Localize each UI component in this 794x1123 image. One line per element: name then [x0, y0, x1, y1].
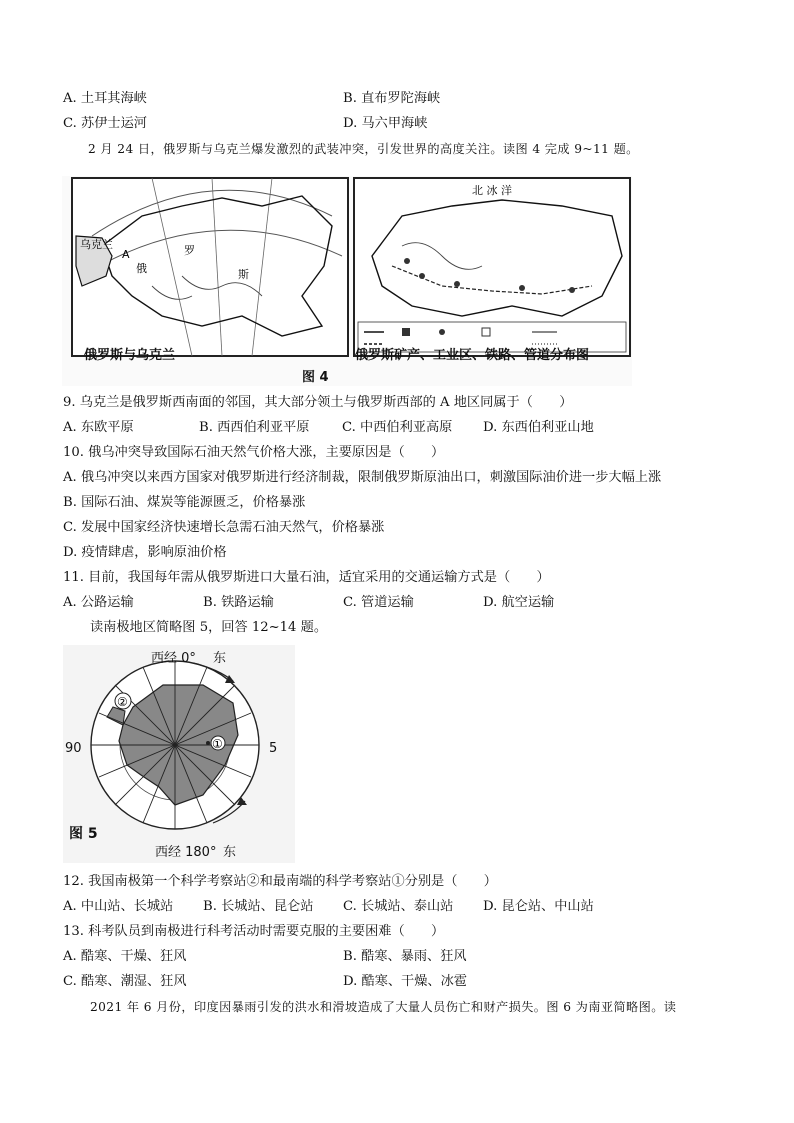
q8-option-a: A. 土耳其海峡 [63, 91, 147, 106]
q11-option-b: B. 铁路运输 [203, 595, 274, 610]
q12-option-d: D. 昆仑站、中山站 [483, 899, 594, 914]
q10-option-d: D. 疫情肆虐，影响原油价格 [63, 545, 227, 560]
q9-option-a: A. 东欧平原 [63, 420, 134, 435]
label-e: 俄 [136, 262, 147, 275]
q8-option-c: C. 苏伊士运河 [63, 116, 147, 131]
q13-option-c: C. 酷寒、潮湿、狂风 [63, 974, 187, 989]
q11-option-c: C. 管道运输 [343, 595, 414, 610]
q10-option-c: C. 发展中国家经济快速增长急需石油天然气，价格暴涨 [63, 520, 385, 535]
q9-option-d: D. 东西伯利亚山地 [483, 420, 594, 435]
figure-4-left-caption: 俄罗斯与乌克兰 [84, 348, 176, 363]
q10-option-a: A. 俄乌冲突以来西方国家对俄罗斯进行经济制裁，限制俄罗斯原油出口，刺激国际油价进一步大幅上涨 [63, 470, 662, 485]
q9-stem: 9. 乌克兰是俄罗斯西南面的邻国，其大部分领土与俄罗斯西部的 A 地区同属于（ ） [63, 395, 573, 410]
figure-4-label: 图 4 [302, 370, 329, 385]
q11-option-a: A. 公路运输 [63, 595, 134, 610]
station-2-marker: ② [117, 695, 128, 709]
station-1-marker: ① [212, 737, 223, 751]
figure-5 [63, 645, 295, 863]
q8-option-d: D. 马六甲海峡 [343, 116, 428, 131]
intro-9-11: 2 月 24 日，俄罗斯与乌克兰爆发激烈的武装冲突，引发世界的高度关注。读图 4 完成 9~11 题。 [88, 142, 639, 156]
fig5-left-label: 90 [65, 741, 82, 756]
q13-option-b: B. 酷寒、暴雨、狂风 [343, 949, 467, 964]
label-a: A [122, 248, 130, 261]
q11-stem: 11. 目前，我国每年需从俄罗斯进口大量石油，适宜采用的交通运输方式是（ ） [63, 570, 550, 585]
intro-12-14: 读南极地区简略图 5，回答 12~14 题。 [90, 620, 328, 635]
q9-option-c: C. 中西伯利亚高原 [342, 420, 453, 435]
q13-option-a: A. 酷寒、干燥、狂风 [63, 949, 187, 964]
label-ukraine: 乌克兰 [80, 238, 113, 251]
fig5-bottom-label: 西经 180° [155, 845, 217, 860]
q12-option-a: A. 中山站、长城站 [63, 899, 174, 914]
q9-option-b: B. 西西伯利亚平原 [199, 420, 310, 435]
q13-option-d: D. 酷寒、干燥、冰雹 [343, 974, 467, 989]
q13-stem: 13. 科考队员到南极进行科考活动时需要克服的主要困难（ ） [63, 924, 445, 939]
fig5-right-label: 5 [269, 741, 278, 756]
label-si: 斯 [238, 268, 249, 281]
figure-5-label: 图 5 [69, 826, 98, 842]
q11-option-d: D. 航空运输 [483, 595, 555, 610]
q10-option-b: B. 国际石油、煤炭等能源匮乏，价格暴涨 [63, 495, 306, 510]
label-luo: 罗 [184, 244, 195, 257]
fig5-bottom-east: 东 [223, 845, 237, 860]
q12-option-c: C. 长城站、泰山站 [343, 899, 454, 914]
q10-stem: 10. 俄乌冲突导致国际石油天然气价格大涨，主要原因是（ ） [63, 445, 445, 460]
figure-4-right-caption: 俄罗斯矿产、工业区、铁路、管道分布图 [355, 348, 590, 363]
figure-4 [62, 176, 632, 386]
q12-stem: 12. 我国南极第一个科学考察站②和最南端的科学考察站①分别是（ ） [63, 874, 497, 889]
intro-next: 2021 年 6 月份，印度因暴雨引发的洪水和滑坡造成了大量人员伤亡和财产损失。图 6 为南亚简略图。读 [90, 1000, 677, 1014]
fig5-top-label: 西经 0° [151, 651, 196, 666]
q8-option-b: B. 直布罗陀海峡 [343, 91, 441, 106]
q12-option-b: B. 长城站、昆仑站 [203, 899, 314, 914]
label-arctic: 北 冰 洋 [472, 184, 512, 197]
fig5-top-east: 东 [213, 651, 227, 666]
